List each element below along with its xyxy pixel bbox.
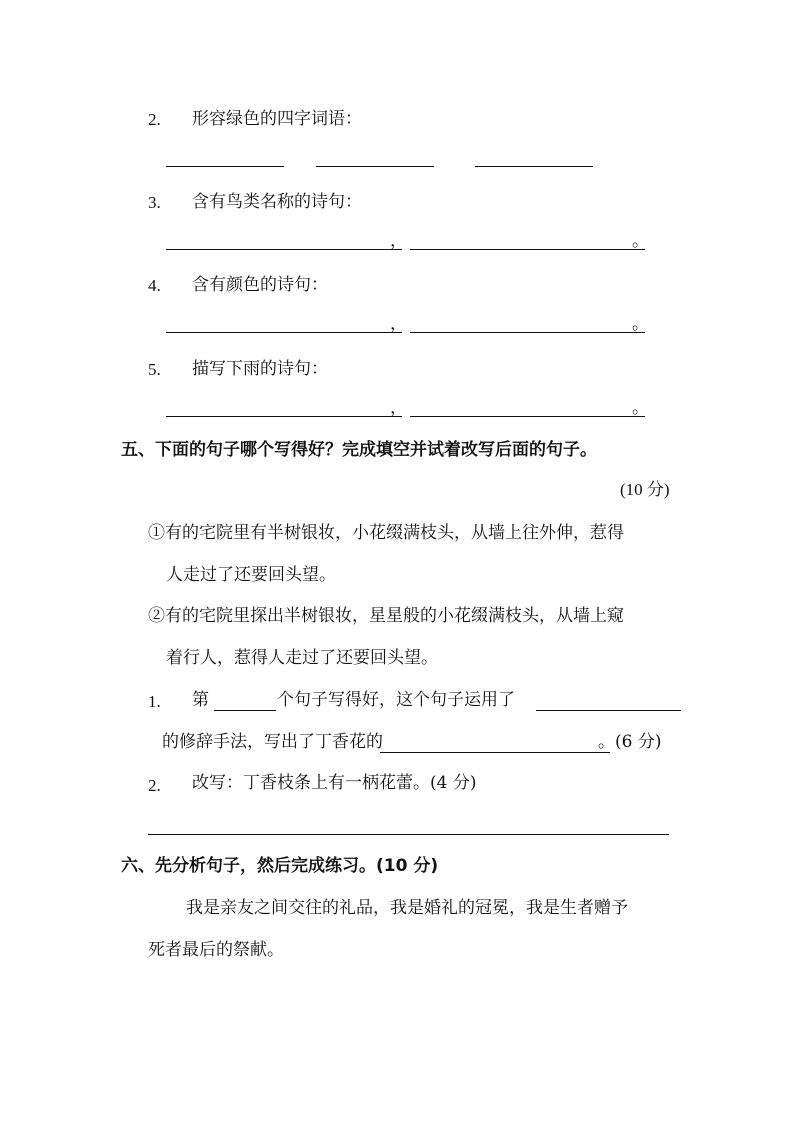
answer-blank-4b[interactable]: [410, 332, 645, 333]
item-3-prompt: 含有鸟类名称的诗句：: [192, 192, 362, 212]
section-5-heading: 五、下面的句子哪个写得好？完成填空并试着改写后面的句子。: [121, 440, 597, 460]
period-5: 。: [632, 398, 649, 418]
sec5-q1-line2: 的修辞手法，写出了丁香花的: [162, 732, 383, 752]
answer-blank-2b[interactable]: [316, 166, 434, 167]
item-5-prompt: 描写下雨的诗句：: [192, 359, 328, 379]
section-6-paragraph-line-2: 死者最后的祭献。: [148, 940, 284, 960]
answer-blank-3b[interactable]: [410, 249, 645, 250]
comma-5: ，: [390, 398, 407, 418]
rewrite-answer-line[interactable]: [148, 834, 669, 835]
item-2-number: 2.: [148, 110, 161, 129]
period-4: 。: [632, 314, 649, 334]
answer-blank-5b[interactable]: [410, 416, 645, 417]
item-4-number: 4.: [148, 276, 161, 295]
sec5-q1-middle: 个句子写得好，这个句子运用了: [277, 690, 515, 710]
item-5-number: 5.: [148, 360, 161, 379]
sentence-2-line-2: 着行人，惹得人走过了还要回头望。: [166, 648, 438, 668]
period-3: 。: [632, 231, 649, 251]
answer-blank-3a[interactable]: [166, 249, 402, 250]
sec5-q2-prompt: 改写：丁香枝条上有一柄花蕾。(4 分): [192, 773, 477, 793]
sentence-1-line-2: 人走过了还要回头望。: [166, 565, 336, 585]
sec5-q1-end: 。(6 分): [598, 732, 662, 752]
item-3-number: 3.: [148, 193, 161, 212]
answer-blank-5a[interactable]: [166, 416, 402, 417]
item-4-prompt: 含有颜色的诗句：: [192, 275, 328, 295]
section-5-score: (10 分): [620, 480, 670, 499]
sentence-2-line-1: ②有的宅院里探出半树银妆，星星般的小花缀满枝头，从墙上窥: [148, 606, 624, 626]
description-blank[interactable]: [380, 752, 610, 753]
sec5-q1-prefix: 第: [192, 690, 209, 710]
comma-3: ，: [390, 231, 407, 251]
sentence-choice-blank[interactable]: [214, 710, 276, 711]
sec5-q1-number: 1.: [148, 692, 161, 711]
answer-blank-2a[interactable]: [166, 166, 284, 167]
answer-blank-2c[interactable]: [475, 166, 593, 167]
answer-blank-4a[interactable]: [166, 332, 402, 333]
rhetoric-blank[interactable]: [536, 710, 681, 711]
sec5-q2-number: 2.: [148, 776, 161, 795]
item-2-prompt: 形容绿色的四字词语：: [192, 109, 362, 129]
section-6-paragraph-line-1: 我是亲友之间交往的礼品，我是婚礼的冠冕，我是生者赠予: [186, 898, 628, 918]
section-6-heading: 六、先分析句子，然后完成练习。(10 分): [121, 856, 439, 876]
sentence-1-line-1: ①有的宅院里有半树银妆，小花缀满枝头，从墙上往外伸，惹得: [148, 523, 624, 543]
comma-4: ，: [390, 314, 407, 334]
